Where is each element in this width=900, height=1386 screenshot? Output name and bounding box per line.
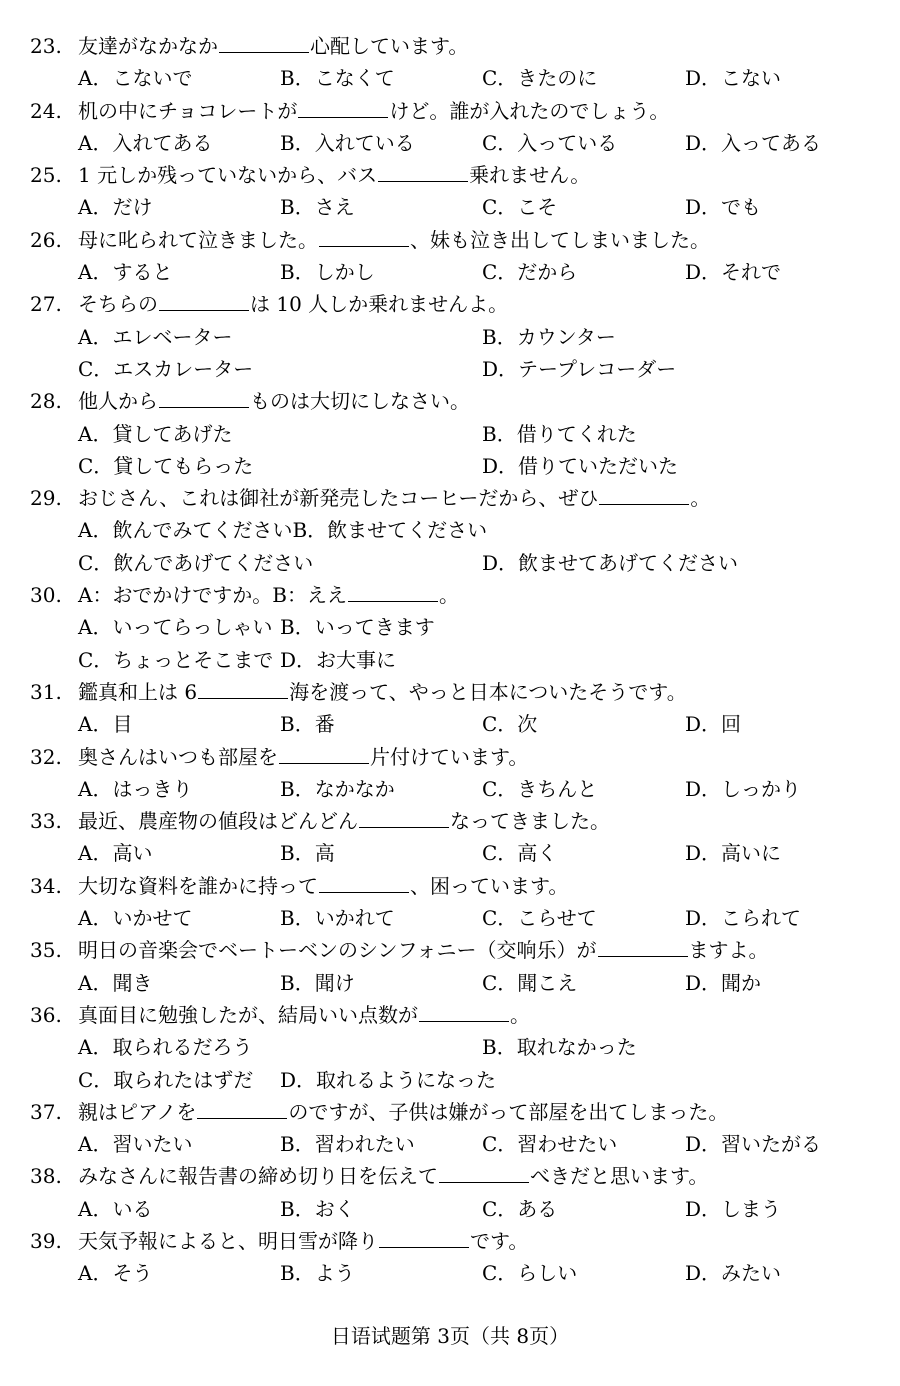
question-30: [0, 579, 900, 676]
question-text-after: 乗れません。: [469, 163, 591, 188]
question-text: [78, 579, 459, 611]
answer-blank: [599, 482, 689, 505]
answer-blank: [378, 159, 468, 182]
option-b: B．番: [280, 712, 335, 737]
question-text: [78, 30, 468, 62]
answer-blank: [279, 741, 369, 764]
question-text-before: そちらの: [78, 292, 158, 317]
question-text: [78, 934, 769, 966]
answer-blank: [348, 579, 438, 602]
question-text-after: 海を渡って、やっと日本についたそうです。: [289, 679, 687, 704]
option-b: B．いかれて: [280, 906, 395, 931]
question-text-before: A：おでかけですか。B：ええ: [78, 583, 347, 608]
option-d: D．テープレコーダー: [482, 356, 677, 381]
option-c: C．聞こえ: [482, 970, 578, 995]
option-d: D．回: [685, 712, 742, 737]
answer-blank: [159, 288, 249, 311]
question-text: [78, 1225, 528, 1257]
question-number: 24.: [30, 98, 62, 123]
question-text: [78, 999, 530, 1031]
option-c: C．きちんと: [482, 776, 598, 801]
option-c: C．入っている: [482, 130, 618, 155]
question-text-before: 明日の音楽会でベートーベンのシンフォニー（交响乐）が: [78, 938, 597, 963]
question-text-before: 母に叱られて泣きました。: [78, 227, 318, 252]
options-row: [0, 1031, 900, 1063]
question-text-after: ますよ。: [688, 938, 769, 963]
option-c: C．こそ: [482, 195, 558, 220]
question-text: [78, 870, 568, 902]
option-a: A．はっきり: [78, 776, 193, 801]
answer-blank: [359, 805, 449, 828]
question-number: 38.: [30, 1164, 62, 1189]
answer-blank: [319, 224, 409, 247]
option-a: A．そう: [78, 1261, 153, 1286]
options-row: [0, 1128, 900, 1160]
question-text: [78, 805, 610, 837]
question-text-after: 。: [438, 583, 459, 608]
question-number: 25.: [30, 163, 62, 188]
option-d: D．聞か: [685, 970, 762, 995]
option-d: D．しっかり: [685, 776, 802, 801]
question-text-before: 机の中にチョコレートが: [78, 98, 298, 123]
option-c: C．貸してもらった: [78, 453, 254, 478]
question-text-after: けど。誰が入れたのでしょう。: [389, 98, 670, 123]
question-number: 31.: [30, 679, 62, 704]
question-text: [78, 676, 687, 708]
option-a: A．入れてある: [78, 130, 213, 155]
option-a: A．高い: [78, 841, 153, 866]
question-27: [0, 288, 900, 385]
options-row: [0, 514, 900, 546]
option-b: B．習われたい: [280, 1132, 415, 1157]
options-row: [0, 708, 900, 740]
answer-blank: [598, 934, 688, 957]
option-b: B．しかし: [280, 260, 375, 285]
option-d: D．習いたがる: [685, 1132, 822, 1157]
options-row: [0, 450, 900, 482]
question-number: 34.: [30, 873, 62, 898]
options-row: [0, 353, 900, 385]
question-text: [78, 482, 710, 514]
option-b: B．借りてくれた: [482, 421, 637, 446]
options-row: [0, 1064, 900, 1096]
question-text-before: 鑑真和上は 6: [78, 679, 198, 704]
question-text-before: みなさんに報告書の締め切り日を伝えて: [78, 1164, 438, 1189]
question-number: 39.: [30, 1228, 62, 1253]
option-c: C．こらせて: [482, 906, 597, 931]
question-text: [78, 1160, 708, 1192]
question-37: [0, 1096, 900, 1161]
question-text: [78, 1096, 728, 1128]
question-text-before: 最近、農産物の値段はどんどん: [78, 809, 358, 834]
option-c: C．だから: [482, 260, 578, 285]
question-39: [0, 1225, 900, 1290]
option-a-b: A．飲んでみてくださいB．飲ませてください: [78, 518, 488, 543]
option-d: D．こない: [685, 66, 782, 91]
question-text: [78, 385, 470, 417]
answer-blank: [298, 95, 388, 118]
option-a: A．いってらっしゃい: [78, 615, 273, 640]
option-a: A．すると: [78, 260, 173, 285]
option-c: C．高く: [482, 841, 558, 866]
question-number: 23.: [30, 34, 62, 58]
options-row: [0, 967, 900, 999]
option-d: D．高いに: [685, 841, 782, 866]
question-number: 33.: [30, 809, 62, 834]
option-d: D．でも: [685, 195, 762, 220]
answer-blank: [198, 676, 288, 699]
option-d: D．こられて: [685, 906, 802, 931]
question-35: [0, 934, 900, 999]
option-d: D．入ってある: [685, 130, 822, 155]
answer-blank: [439, 1160, 529, 1183]
question-text-after: 、困っています。: [410, 873, 569, 898]
option-b: B．取れなかった: [482, 1035, 637, 1060]
question-31: [0, 676, 900, 741]
options-row: [0, 321, 900, 353]
options-row: [0, 127, 900, 159]
answer-blank: [419, 999, 509, 1022]
option-d: D．しまう: [685, 1196, 782, 1221]
question-text-after: べきだと思います。: [530, 1164, 709, 1189]
option-b: B．よう: [280, 1261, 355, 1286]
question-26: [0, 224, 900, 289]
option-c: C．次: [482, 712, 538, 737]
option-b: B．なかなか: [280, 776, 395, 801]
question-number: 35.: [30, 938, 62, 963]
option-a: A．取られるだろう: [78, 1035, 253, 1060]
question-number: 36.: [30, 1002, 62, 1027]
answer-blank: [197, 1096, 287, 1119]
options-row: [0, 644, 900, 676]
option-b: B．高: [280, 841, 335, 866]
question-24: [0, 95, 900, 160]
option-a: A．エレベーター: [78, 324, 233, 349]
question-33: [0, 805, 900, 870]
option-a: A．聞き: [78, 970, 153, 995]
question-number: 27.: [30, 292, 62, 317]
options-row: [0, 902, 900, 934]
options-row: [0, 773, 900, 805]
question-number: 29.: [30, 486, 62, 511]
answer-blank: [159, 385, 249, 408]
option-d: D．お大事に: [280, 647, 397, 672]
question-text-after: 片付けています。: [370, 744, 529, 769]
option-b: B．おく: [280, 1196, 355, 1221]
option-c: C．習わせたい: [482, 1132, 618, 1157]
question-text-before: 真面目に勉強したが、結局いい点数が: [78, 1002, 418, 1027]
answer-blank: [219, 30, 309, 53]
question-text-after: 、妹も泣き出してしまいました。: [410, 227, 710, 252]
option-b: B．こなくて: [280, 66, 395, 91]
question-text-before: 天気予報によると、明日雪が降り: [78, 1228, 378, 1253]
option-a: A．いかせて: [78, 906, 193, 931]
question-36: [0, 999, 900, 1096]
question-text: [78, 224, 710, 256]
option-b: B．入れている: [280, 130, 415, 155]
question-text-before: 1 元しか残っていないから、バス: [78, 163, 378, 188]
option-d: D．飲ませてあげてください: [482, 550, 739, 575]
option-c: C．飲んであげてください: [78, 550, 314, 575]
question-text-before: 親はピアノを: [78, 1099, 197, 1124]
option-a: A．貸してあげた: [78, 421, 233, 446]
question-text-after: ものは大切にしなさい。: [250, 389, 470, 414]
question-text-after: 。: [510, 1002, 530, 1027]
option-c: C．取られたはずだ: [78, 1067, 254, 1092]
question-29: [0, 482, 900, 579]
options-row: [0, 837, 900, 869]
option-d: D．みたい: [685, 1261, 782, 1286]
page-footer: 日语试题第 3页（共 8页）: [330, 1324, 570, 1348]
answer-blank: [379, 1225, 469, 1248]
options-row: [0, 62, 900, 94]
question-text-after: のですが、子供は嫌がって部屋を出てしまった。: [288, 1099, 729, 1124]
answer-blank: [319, 870, 409, 893]
option-b: B．聞け: [280, 970, 355, 995]
question-number: 30.: [30, 583, 62, 608]
question-text-after: です。: [470, 1228, 529, 1253]
question-23: [0, 30, 900, 95]
question-text-after: は 10 人しか乗れませんよ。: [250, 292, 509, 317]
options-row: [0, 1257, 900, 1289]
question-text-after: 。: [690, 486, 711, 511]
option-b: B．さえ: [280, 195, 355, 220]
question-text: [78, 95, 669, 127]
question-text-before: 大切な資料を誰かに持って: [78, 873, 318, 898]
option-b: B．いってきます: [280, 615, 435, 640]
question-text: [78, 741, 528, 773]
question-text-before: おじさん、これは御社が新発売したコーヒーだから、ぜひ: [78, 486, 599, 511]
option-c: C．きたのに: [482, 66, 598, 91]
question-text: [78, 159, 590, 191]
option-b: B．カウンター: [482, 324, 616, 349]
option-d: D．取れるようになった: [280, 1067, 497, 1092]
options-row: [0, 191, 900, 223]
question-34: [0, 870, 900, 935]
option-a: A．だけ: [78, 195, 153, 220]
option-c: C．ある: [482, 1196, 558, 1221]
option-a: A．いる: [78, 1196, 153, 1221]
question-25: [0, 159, 900, 224]
option-a: A．目: [78, 712, 133, 737]
options-row: [0, 547, 900, 579]
option-c: C．エスカレーター: [78, 356, 254, 381]
question-text-before: 奥さんはいつも部屋を: [78, 744, 278, 769]
option-a: A．習いたい: [78, 1132, 193, 1157]
options-row: [0, 256, 900, 288]
question-32: [0, 741, 900, 806]
question-number: 26.: [30, 227, 62, 252]
question-list: [0, 30, 900, 1290]
option-a: A．こないで: [78, 66, 193, 91]
question-28: [0, 385, 900, 482]
question-text-after: なってきました。: [450, 809, 610, 834]
option-c: C．ちょっとそこまで: [78, 647, 274, 672]
question-text-before: 他人から: [78, 389, 158, 414]
option-d: D．それで: [685, 260, 782, 285]
question-38: [0, 1160, 900, 1225]
question-number: 28.: [30, 389, 62, 414]
option-c: C．らしい: [482, 1261, 578, 1286]
question-text: [78, 288, 508, 320]
options-row: [0, 611, 900, 643]
question-text-before: 友達がなかなか: [78, 34, 218, 58]
question-number: 32.: [30, 744, 62, 769]
option-d: D．借りていただいた: [482, 453, 679, 478]
question-text-after: 心配しています。: [310, 34, 469, 58]
question-number: 37.: [30, 1099, 62, 1124]
options-row: [0, 418, 900, 450]
options-row: [0, 1193, 900, 1225]
